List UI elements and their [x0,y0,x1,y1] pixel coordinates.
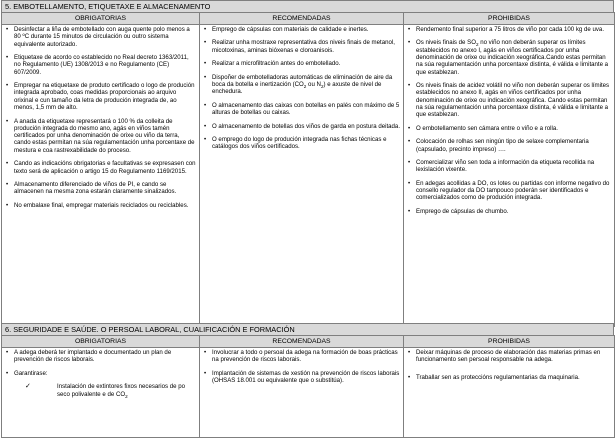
section-6-title: 6. SEGURIDADE E SAÚDE. O PERSOAL LABORAL, CUALIFICACIÓN E FORMACIÓN [1,323,614,337]
list-item: • Cando as indicacións obrigatorias e facultativas se expresasen con texto será de aplicación o artigo 15 do Regulamento 1169/2015. [5,160,196,175]
list-item: • Desinfectar a liña de embotellado con auga quente polo menos a 80 ºC durante 15 minutos de circulación ou outro sistema equivalente autorizado. [5,26,196,48]
list-item: • Emprego de cápsulas de chumbo. [407,208,611,215]
subscript: 2 [475,42,479,48]
section-6-header-row [2,336,615,348]
section-6-content-row [2,348,615,438]
list-item: • Almacenamento diferenciado de viños de PI, e cando se almacenen na mesma zona estarán claramente sinalizados. [5,181,196,196]
list-item: • A adega deberá ter implantado e documentado un plan de prevención de riscos laborais. [5,349,196,364]
list-item: • Realizar unha mostraxe representativa dos niveis finais de metanol, micotoxinas, aminas bióxenas e cloroanisois. [203,39,400,54]
list-item: • Involucrar a todo o persoal da adega na formación de boas prácticas na prevención de riscos laborais. [203,349,400,364]
list-item: • O almacenamento de botellas dos viños de garda en postura deitada. [203,123,400,130]
list-item [5,383,196,398]
list-item: • Etiquetaxe de acordo co establecido no Real decreto 1363/2011, no Regulamento (UE) 1308/2013 e no Regulamento (CE) 607/2009. [5,54,196,76]
header-obrigatorias: OBRIGATORIAS [2,13,200,25]
subscript: 2 [125,393,128,399]
header-prohibidas: PROHIBIDAS [404,13,615,25]
list-item: • Implantación de sistemas de xestión na prevención de riscos laborais (OHSAS 18.001 ou equivalente que o substitúa). [203,370,400,385]
section-5-content-row [2,25,615,327]
list-item: • Garantirase: [5,370,196,377]
subscript: 2 [303,84,307,90]
list-item: • Os niveis finais de acidez volátil no viño non deberán superar os límites establecidos no anexo II, agás en viños certificados por unha denominación de orixe ou indicación xeográfica. Cando estas permitan na súa regulamentación unha porcentaxe distinta, é válida e limitante a que establezan. [407,82,611,118]
header-prohibidas: PROHIBIDAS [404,336,615,348]
section-6-prohibidas-cell [404,348,615,438]
list-item: • Realizar a microfiltración antes do embotellado. [203,60,400,67]
list-item: • O almacenamento das caixas con botellas en palés con máximo de 5 alturas de botellas ou caixas. [203,102,400,117]
section-5-recomendadas-cell [200,25,404,327]
list-item: • Empregar na etiquetaxe de produto certificado o logo de produción integrada aprobado, coas medidas proporcionais ao arquivo orixinal e cun tamaño da letra de produción integrada de, ao menos, 1,5 mm de alto. [5,82,196,111]
list-item: • Deixar máquinas de proceso de elaboración das materias primas en funcionamento sen persoal responsable na adega. [407,349,611,364]
header-recomendadas: RECOMENDADAS [200,336,404,348]
list-item: • A anada da etiquetaxe representará o 100 % da colleita de produción integrada do mesmo ano, agás en viños tamén certificados por unha denominación de orixe ou viño da terra, cando estas permitan na súa regulamentación unha porcentaxe de mestura e coa rastrexabilidade do proceso. [5,118,196,154]
list-item: • No embalaxe final, empregar materiais reciclados ou reciclables. [5,202,196,209]
list-item: • En adegas acollidas a DO, os lotes ou partidas con informe negativo do consello regulador da DO tampouco poderán ser identificados e comercializados como de produción integrada. [407,180,611,202]
list-item: • Emprego de cápsulas con materiais de calidade e inertes. [203,26,400,33]
list-item: • O embotellamento sen cámara entre o viño e a rolla. [407,125,611,132]
section-5-header-row [2,13,615,25]
section-5-obrigatorias-cell [2,25,200,327]
section-6-obrigatorias-cell [2,348,200,438]
check-text: Instalación de extintores fixos necesarios de po seco polivalente e de CO [57,383,186,398]
section-6-table [1,335,615,438]
proh-text: no viño non deberán superar os límites establecidos no anexo I, agás en viños certificados por unha denominación de orixe ou indicación xeográfica.Cando estas permitan na súa regulamentación unha porcentaxe distinta, é válida e limitante a que establezan. [416,39,609,76]
rec-text: ou N [306,81,321,89]
rec-text: ) e axuste de nivel de enchedura. [212,81,382,96]
section-5-title: 5. EMBOTELLAMENTO, ETIQUETAXE E ALMACENAMENTO [1,0,614,14]
section-5-table [1,12,615,327]
list-item: • O emprego do logo de produción integrada nas fichas técnicas e catálogos dos viños certificados. [203,136,400,151]
section-6-recomendadas-cell [200,348,404,438]
header-obrigatorias: OBRIGATORIAS [2,336,200,348]
list-item: • Rendemento final superior a 75 litros de viño por cada 100 kg de uva. [407,26,611,33]
proh-text: Os niveis finais de SO [416,39,476,47]
subscript: 2 [320,84,324,90]
section-5-prohibidas-cell [404,25,615,327]
list-item [203,74,400,96]
list-item: • Traballar sen as proteccións regulamentarias da maquinaria. [407,374,611,381]
list-item: • Colocación de rolhas sen ningún tipo de selaxe complementaria (capsulado, precinto impreso) …. [407,138,611,153]
rec-text: Dispoñer de embotelladoras automáticas de eliminación de aire da boca da botella e inertización (CO [212,73,393,89]
list-item [407,39,611,75]
checkmark-icon: ✓ [25,383,31,391]
list-item: • Comercializar viño sen toda a información da etiqueta recollida na lexislación vixente. [407,159,611,174]
header-recomendadas: RECOMENDADAS [200,13,404,25]
